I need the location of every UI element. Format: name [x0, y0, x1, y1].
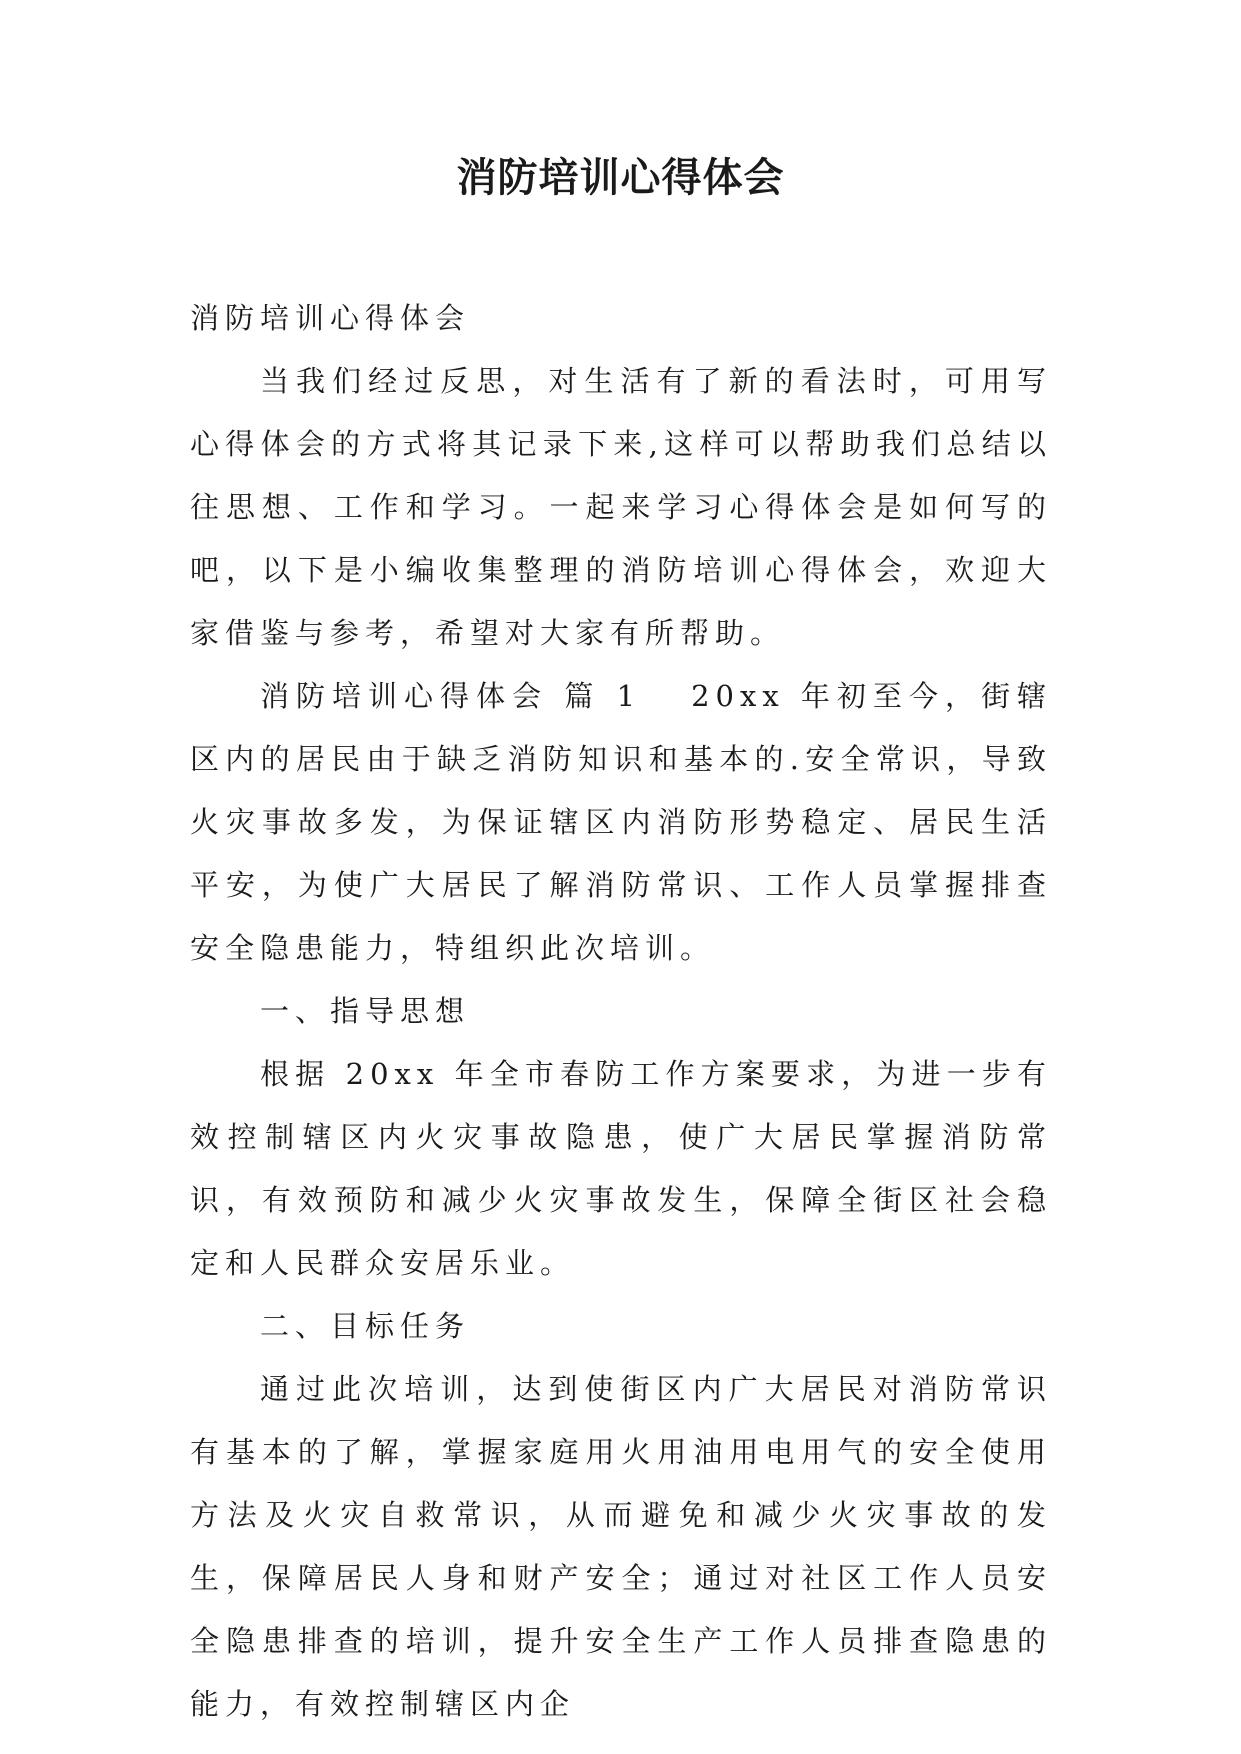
intro-paragraph: 当我们经过反思，对生活有了新的看法时，可用写心得体会的方式将其记录下来,这样可以帮助我们总结以往思想、工作和学习。一起来学习心得体会是如何写的吧，以下是小编收集整理的消防培训心得体会，欢迎大家借鉴与参考，希望对大家有所帮助。: [190, 364, 1052, 650]
section-heading-2: 二、目标任务: [260, 1309, 471, 1343]
article-paragraph: [190, 665, 1052, 980]
article-intro: 20xx 年初至今，街辖区内的居民由于缺乏消防知识和基本的.安全常识，导致火灾事故多发，为保证辖区内消防形势稳定、居民生活平安，为使广大居民了解消防常识、工作人员掌握排查安全隐患能力，特组织此次培训。: [190, 679, 1052, 965]
document-body: [190, 287, 1052, 1736]
document-subtitle: 消防培训心得体会: [190, 301, 471, 335]
article-heading: 消防培训心得体会 篇 1: [260, 679, 642, 713]
section-text-2: 通过此次培训，达到使街区内广大居民对消防常识有基本的了解，掌握家庭用火用油用电用气的安全使用方法及火灾自救常识，从而避免和减少火灾事故的发生，保障居民人身和财产安全；通过对社区工作人员安全隐患排查的培训，提升安全生产工作人员排查隐患的能力，有效控制辖区内企: [190, 1372, 1052, 1721]
section-text-1: 根据 20xx 年全市春防工作方案要求，为进一步有效控制辖区内火灾事故隐患，使广大居民掌握消防常识，有效预防和减少火灾事故发生，保障全街区社会稳定和人民群众安居乐业。: [190, 1057, 1052, 1280]
section-heading-1: 一、指导思想: [260, 994, 471, 1028]
document-title: 消防培训心得体会: [456, 154, 785, 201]
